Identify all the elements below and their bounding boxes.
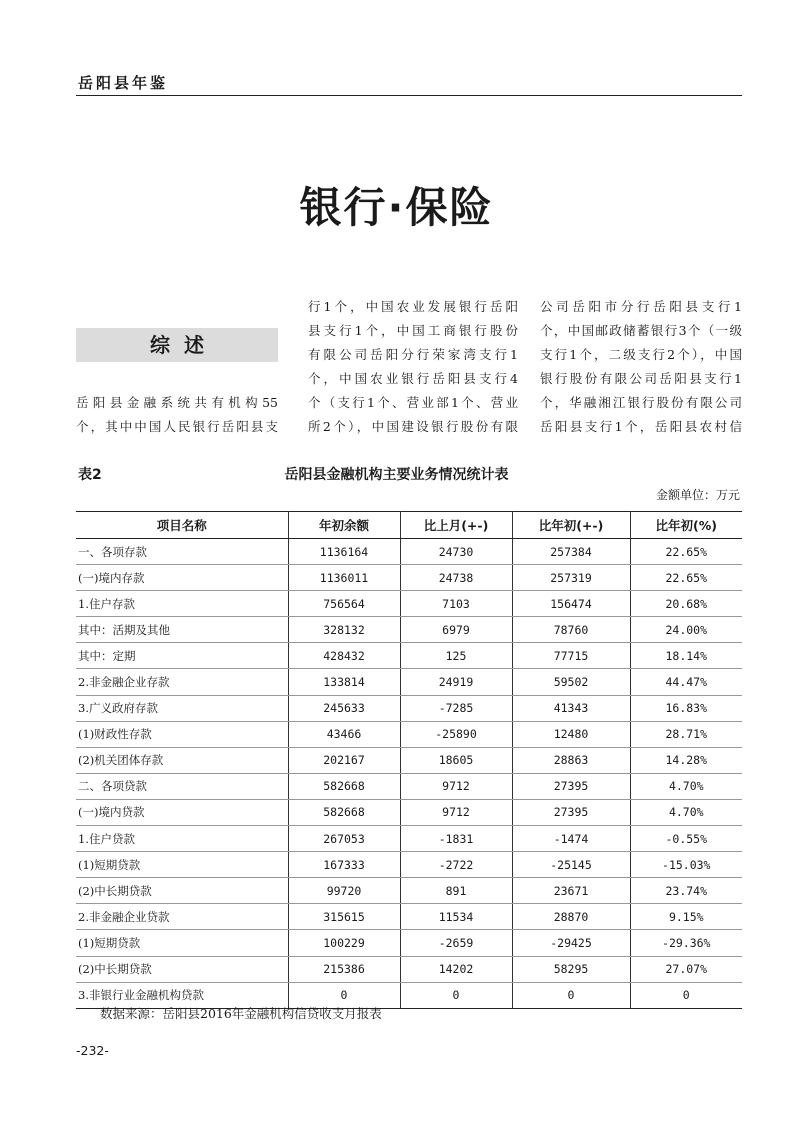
value-cell: 428432 (288, 643, 400, 669)
table-row (76, 591, 742, 617)
table-row (76, 565, 742, 591)
value-cell: 44.47% (630, 669, 742, 695)
section-heading-box (76, 328, 278, 362)
table-row (76, 852, 742, 878)
value-cell: 4.70% (630, 773, 742, 799)
value-cell: 7103 (400, 591, 512, 617)
value-cell: 99720 (288, 878, 400, 904)
table-label: 表2 (78, 467, 102, 483)
table-row (76, 695, 742, 721)
value-cell: 9712 (400, 773, 512, 799)
row-label-cell: 2.非金融企业贷款 (76, 904, 288, 930)
table-body (76, 539, 742, 1009)
body-column-1 (76, 391, 278, 439)
value-cell: 18605 (400, 747, 512, 773)
value-cell: 24730 (400, 539, 512, 565)
value-cell: 0 (288, 982, 400, 1008)
value-cell: 100229 (288, 930, 400, 956)
value-cell: 14.28% (630, 747, 742, 773)
value-cell: 1136011 (288, 565, 400, 591)
body-column-3 (540, 295, 742, 439)
value-cell: 20.68% (630, 591, 742, 617)
body-line: 岳阳县金融系统共有机构55 (76, 395, 278, 410)
value-cell: 133814 (288, 669, 400, 695)
value-cell: 9.15% (630, 904, 742, 930)
table-unit: 金额单位：万元 (655, 488, 740, 502)
value-cell: -2722 (400, 852, 512, 878)
value-cell: 0 (400, 982, 512, 1008)
value-cell: -15.03% (630, 852, 742, 878)
value-cell: 24.00% (630, 617, 742, 643)
value-cell: 23671 (512, 878, 630, 904)
column-header: 比年初(%) (630, 512, 742, 539)
table-title: 岳阳县金融机构主要业务情况统计表 (284, 467, 509, 483)
body-line: 所2个），中国建设银行股份有限 (308, 419, 518, 434)
column-header: 项目名称 (76, 512, 288, 539)
value-cell: 11534 (400, 904, 512, 930)
table-row (76, 773, 742, 799)
table-header-row (76, 512, 742, 539)
body-line: 支行1个，二级支行2个），中国 (540, 347, 742, 362)
value-cell: 891 (400, 878, 512, 904)
value-cell: 0 (512, 982, 630, 1008)
row-label-cell: (2)机关团体存款 (76, 747, 288, 773)
row-label-cell: (1)短期贷款 (76, 930, 288, 956)
value-cell: 28863 (512, 747, 630, 773)
value-cell: 1136164 (288, 539, 400, 565)
value-cell: 14202 (400, 956, 512, 982)
value-cell: 23.74% (630, 878, 742, 904)
value-cell: -1474 (512, 826, 630, 852)
value-cell: 24738 (400, 565, 512, 591)
chapter-title: 银行·保险 (299, 183, 494, 232)
row-label-cell: (2)中长期贷款 (76, 956, 288, 982)
row-label-cell: (1)财政性存款 (76, 721, 288, 747)
value-cell: 582668 (288, 799, 400, 825)
section-title: 综述 (150, 333, 218, 357)
value-cell: 9712 (400, 799, 512, 825)
row-label-cell: 3.广义政府存款 (76, 695, 288, 721)
row-label-cell: 其中：活期及其他 (76, 617, 288, 643)
body-line: 县支行1个，中国工商银行股份 (308, 323, 518, 338)
row-label-cell: 二、各项贷款 (76, 773, 288, 799)
value-cell: 59502 (512, 669, 630, 695)
value-cell: 267053 (288, 826, 400, 852)
row-label-cell: 1.住户存款 (76, 591, 288, 617)
value-cell: -7285 (400, 695, 512, 721)
value-cell: 58295 (512, 956, 630, 982)
body-line: 公司岳阳市分行岳阳县支行1 (540, 299, 742, 314)
body-line: 银行股份有限公司岳阳县支行1 (540, 371, 742, 386)
table-row (76, 669, 742, 695)
row-label-cell: (一)境内贷款 (76, 799, 288, 825)
value-cell: 27395 (512, 773, 630, 799)
value-cell: 27395 (512, 799, 630, 825)
value-cell: 43466 (288, 721, 400, 747)
table-row (76, 930, 742, 956)
table-row (76, 878, 742, 904)
source-note: 数据来源：岳阳县2016年金融机构信贷收支月报表 (100, 1006, 382, 1021)
row-label-cell: 2.非金融企业存款 (76, 669, 288, 695)
value-cell: -29.36% (630, 930, 742, 956)
row-label-cell: 1.住户贷款 (76, 826, 288, 852)
table-row (76, 799, 742, 825)
table-row (76, 904, 742, 930)
body-line: 个，中国邮政储蓄银行3个（一级 (540, 323, 742, 338)
value-cell: 77715 (512, 643, 630, 669)
table-row (76, 826, 742, 852)
value-cell: 16.83% (630, 695, 742, 721)
running-header: 岳阳县年鉴 (78, 74, 169, 92)
table-row (76, 956, 742, 982)
value-cell: 156474 (512, 591, 630, 617)
table-row (76, 721, 742, 747)
table-row (76, 617, 742, 643)
column-header: 年初余额 (288, 512, 400, 539)
value-cell: 22.65% (630, 539, 742, 565)
value-cell: -25145 (512, 852, 630, 878)
value-cell: 28.71% (630, 721, 742, 747)
value-cell: 22.65% (630, 565, 742, 591)
value-cell: 125 (400, 643, 512, 669)
body-line: 个，华融湘江银行股份有限公司 (540, 395, 742, 410)
table-row (76, 747, 742, 773)
statistics-table (76, 511, 742, 1009)
value-cell: 257384 (512, 539, 630, 565)
body-line: 行1个，中国农业发展银行岳阳 (308, 299, 518, 314)
value-cell: 582668 (288, 773, 400, 799)
value-cell: 215386 (288, 956, 400, 982)
value-cell: 315615 (288, 904, 400, 930)
value-cell: 6979 (400, 617, 512, 643)
value-cell: -25890 (400, 721, 512, 747)
value-cell: 12480 (512, 721, 630, 747)
value-cell: 28870 (512, 904, 630, 930)
value-cell: 18.14% (630, 643, 742, 669)
row-label-cell: (一)境内存款 (76, 565, 288, 591)
body-line: 个，其中中国人民银行岳阳县支 (76, 419, 278, 434)
value-cell: 41343 (512, 695, 630, 721)
page-number: -232- (76, 1043, 109, 1058)
body-line: 个，中国农业银行岳阳县支行4 (308, 371, 518, 386)
column-header: 比上月(+-) (400, 512, 512, 539)
value-cell: 167333 (288, 852, 400, 878)
value-cell: 245633 (288, 695, 400, 721)
table-row (76, 539, 742, 565)
value-cell: 0 (630, 982, 742, 1008)
value-cell: -2659 (400, 930, 512, 956)
row-label-cell: 其中：定期 (76, 643, 288, 669)
value-cell: 27.07% (630, 956, 742, 982)
value-cell: 756564 (288, 591, 400, 617)
value-cell: 4.70% (630, 799, 742, 825)
row-label-cell: 3.非银行业金融机构贷款 (76, 982, 288, 1008)
value-cell: 257319 (512, 565, 630, 591)
value-cell: -29425 (512, 930, 630, 956)
row-label-cell: 一、各项存款 (76, 539, 288, 565)
value-cell: -0.55% (630, 826, 742, 852)
body-line: 岳阳县支行1个，岳阳县农村信 (540, 419, 742, 434)
header-rule (76, 95, 742, 96)
value-cell: 78760 (512, 617, 630, 643)
row-label-cell: (1)短期贷款 (76, 852, 288, 878)
value-cell: -1831 (400, 826, 512, 852)
row-label-cell: (2)中长期贷款 (76, 878, 288, 904)
body-column-2 (308, 295, 518, 439)
value-cell: 328132 (288, 617, 400, 643)
value-cell: 24919 (400, 669, 512, 695)
body-line: 个（支行1个、营业部1个、营业 (308, 395, 518, 410)
table-row (76, 643, 742, 669)
value-cell: 202167 (288, 747, 400, 773)
column-header: 比年初(+-) (512, 512, 630, 539)
body-line: 有限公司岳阳分行荣家湾支行1 (308, 347, 518, 362)
